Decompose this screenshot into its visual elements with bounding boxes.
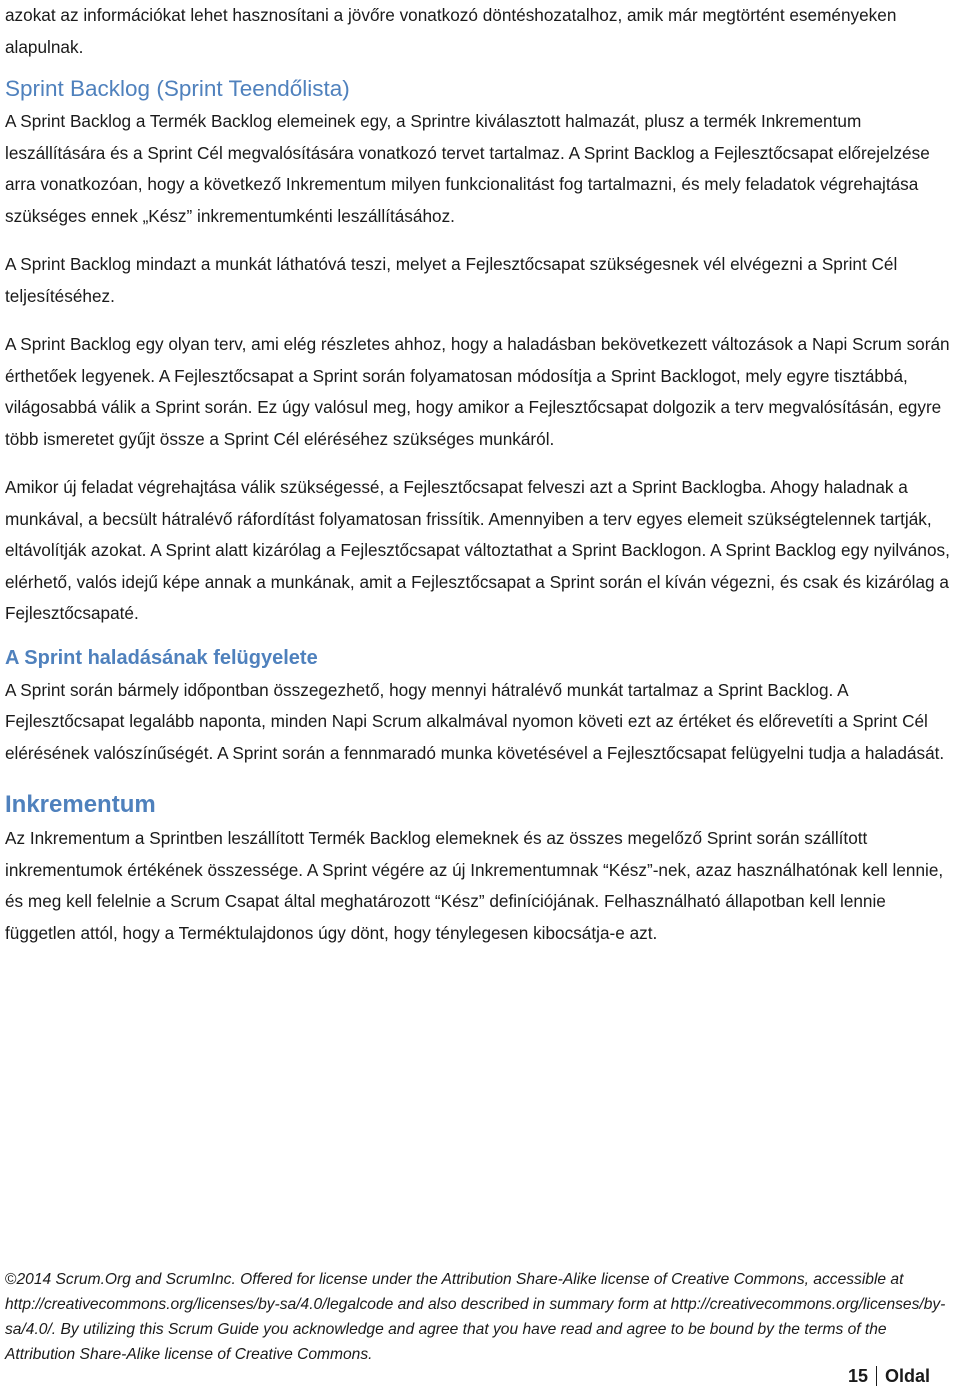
sprint-backlog-paragraph-4: Amikor új feladat végrehajtása válik szükségessé, a Fejlesztőcsapat felveszi azt a Sprint Backlogba. Ahogy haladnak a munkával, a becsült hátralévő ráfordítást folyamatosan frissítik. Amennyiben a terv egyes elemeit szükségtelennek tartják, eltávolítják azokat. A Sprint alatt kizárólag a Fejlesztőcsapat változtathat a Sprint Backlogon. A Sprint Backlog egy nyilvános, elérhető, valós idejű képe annak a munkának, amit a Fejlesztőcsapat a Sprint során el kíván végezni, és csak és kizárólag a Fejlesztőcsapaté. <box>5 477 950 623</box>
sprint-monitoring-heading: A Sprint haladásának felügyelete <box>5 646 318 669</box>
sprint-backlog-heading: Sprint Backlog (Sprint Teendőlista) <box>5 76 350 101</box>
increment-paragraph: Az Inkrementum a Sprintben leszállított Termék Backlog elemeknek és az összes megelőző Sprint során szállított inkrementumok értékének összessége. A Sprint végére az új Inkrementumnak “Kész”-nek, azaz használhatónak kell lennie, és meg kell felelnie a Scrum Csapat által meghatározott “Kész” definíciójának. Felhasználható állapotban kell lennie független attól, hogy a Terméktulajdonos úgy dönt, hogy ténylegesen kibocsátja-e azt. <box>5 828 944 943</box>
intro-continuation-paragraph: azokat az információkat lehet hasznosítani a jövőre vonatkozó döntéshozatalhoz, amik már megtörtént eseményeken alapulnak. <box>5 5 897 57</box>
copyright-symbol: © <box>5 1271 17 1288</box>
page-label: Oldal <box>884 1366 930 1386</box>
increment-heading: Inkrementum <box>5 791 156 818</box>
document-page <box>5 0 957 949</box>
page-number-block <box>848 1366 930 1387</box>
sprint-monitoring-paragraph: A Sprint során bármely időpontban összegezhető, hogy mennyi hátralévő munkát tartalmaz a Sprint Backlog. A Fejlesztőcsapat legalább naponta, minden Napi Scrum alkalmával nyomon követi ezt az értéket és előrevetíti a Sprint Cél elérésének valószínűségét. A Sprint során a fennmaradó munka követésével a Fejlesztőcsapat felügyelni tudja a haladását. <box>5 679 945 763</box>
page-number-divider <box>876 1366 877 1386</box>
page-number: 15 <box>847 1366 868 1386</box>
license-text: 2014 Scrum.Org and ScrumInc. Offered for license under the Attribution Share-Alike license of Creative Commons, accessible at http://creativecommons.org/licenses/by-sa/4.0/legalcode and also described in summary form at http://creativecommons.org/licenses/by-sa/4.0/. By utilizing this Scrum Guide you acknowledge and agree that you have read and agree to be bound by the terms of the Attribution Share-Alike license of Creative Commons. <box>5 1271 946 1363</box>
sprint-backlog-paragraph-2: A Sprint Backlog mindazt a munkát láthatóvá teszi, melyet a Fejlesztőcsapat szükségesnek vél elvégezni a Sprint Cél teljesítéséhez. <box>5 254 898 306</box>
sprint-backlog-paragraph-3: A Sprint Backlog egy olyan terv, ami elég részletes ahhoz, hogy a haladásban bekövetkezett változások a Napi Scrum során érthetőek legyenek. A Fejlesztőcsapat a Sprint során folyamatosan módosítja a Sprint Backlogot, mely egyre tisztábbá, világosabbá válik a Sprint során. Ez úgy valósul meg, hogy amikor a Fejlesztőcsapat dolgozik a terv megvalósításán, egyre több ismeretet gyűjt össze a Sprint Cél eléréséhez szükséges munkáról. <box>5 334 950 449</box>
sprint-backlog-paragraph-1: A Sprint Backlog a Termék Backlog elemeinek egy, a Sprintre kiválasztott halmazát, plusz a termék Inkrementum leszállítására és a Sprint Cél megvalósítására vonatkozó tervet tartalmaz. A Sprint Backlog a Fejlesztőcsapat előrejelzése arra vonatkozóan, hogy a következő Inkrementum milyen funkcionalitást fog tartalmazni, és mely feladatok végrehajtása szükséges ennek „Kész” inkrementumkénti leszállításához. <box>5 111 930 226</box>
license-footer <box>5 1267 960 1367</box>
